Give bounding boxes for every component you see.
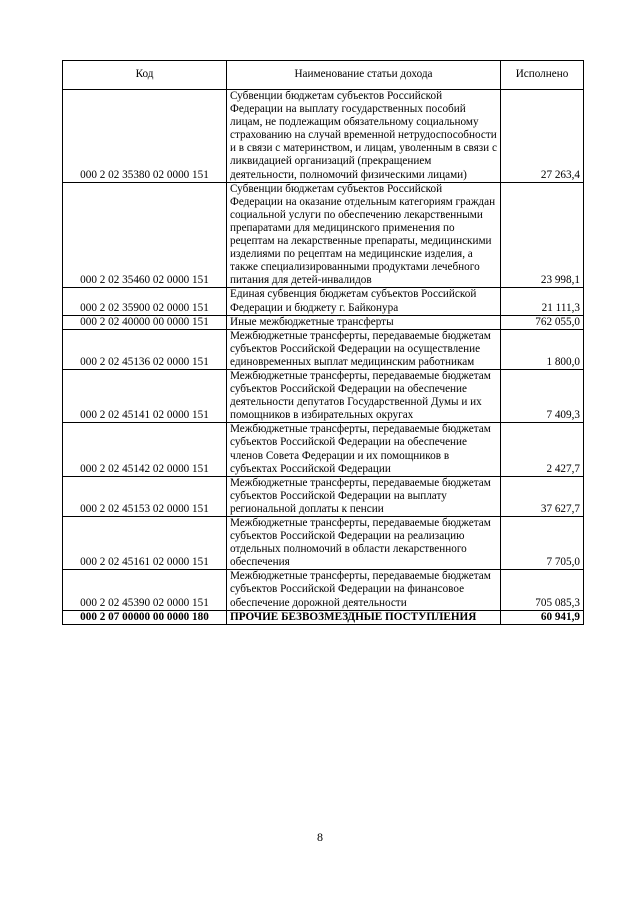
page-number: 8 xyxy=(317,830,323,844)
header-name: Наименование статьи дохода xyxy=(227,61,501,90)
row-code: 000 2 02 45141 02 0000 151 xyxy=(63,369,227,422)
table-header-row xyxy=(63,61,584,90)
row-amount: 1 800,0 xyxy=(501,329,584,369)
row-amount: 7 409,3 xyxy=(501,369,584,422)
row-code: 000 2 02 35900 02 0000 151 xyxy=(63,288,227,315)
row-name: Иные межбюджетные трансферты xyxy=(227,315,501,329)
row-code: 000 2 02 45161 02 0000 151 xyxy=(63,517,227,570)
row-name: Субвенции бюджетам субъектов Российской Федерации на оказание отдельным категориям граждан социальной услуги по обеспечению лекарственными препаратами для медицинского применения по рецептам на лекарственные препараты, медицинскими изделиями по рецептам на медицинские изделия, а также специализированными продуктами лечебного питания для детей-инвалидов xyxy=(227,182,501,288)
table-row xyxy=(63,517,584,570)
row-amount: 21 111,3 xyxy=(501,288,584,315)
row-name: ПРОЧИЕ БЕЗВОЗМЕЗДНЫЕ ПОСТУПЛЕНИЯ xyxy=(227,610,501,624)
row-code: 000 2 02 40000 00 0000 151 xyxy=(63,315,227,329)
row-code: 000 2 02 35460 02 0000 151 xyxy=(63,182,227,288)
row-amount: 37 627,7 xyxy=(501,476,584,516)
row-code: 000 2 02 45153 02 0000 151 xyxy=(63,476,227,516)
row-name: Единая субвенция бюджетам субъектов Российской Федерации и бюджету г. Байконура xyxy=(227,288,501,315)
revenue-table xyxy=(62,60,584,625)
row-amount: 7 705,0 xyxy=(501,517,584,570)
row-amount: 705 085,3 xyxy=(501,570,584,610)
row-amount: 2 427,7 xyxy=(501,423,584,476)
row-amount: 762 055,0 xyxy=(501,315,584,329)
header-done: Исполнено xyxy=(501,61,584,90)
row-amount: 27 263,4 xyxy=(501,90,584,183)
table-row xyxy=(63,315,584,329)
row-code: 000 2 02 45390 02 0000 151 xyxy=(63,570,227,610)
row-name: Межбюджетные трансферты, передаваемые бюджетам субъектов Российской Федерации на выплату региональной доплаты к пенсии xyxy=(227,476,501,516)
row-code: 000 2 02 45136 02 0000 151 xyxy=(63,329,227,369)
row-code: 000 2 02 45142 02 0000 151 xyxy=(63,423,227,476)
header-code: Код xyxy=(63,61,227,90)
table-row xyxy=(63,182,584,288)
row-name: Межбюджетные трансферты, передаваемые бюджетам субъектов Российской Федерации на обеспечение членов Совета Федерации и их помощников в субъектах Российской Федерации xyxy=(227,423,501,476)
table-row-total xyxy=(63,610,584,624)
table-row xyxy=(63,570,584,610)
row-amount: 60 941,9 xyxy=(501,610,584,624)
table-row xyxy=(63,476,584,516)
row-name: Межбюджетные трансферты, передаваемые бюджетам субъектов Российской Федерации на реализацию отдельных полномочий в области лекарственного обеспечения xyxy=(227,517,501,570)
table-row xyxy=(63,90,584,183)
row-name: Межбюджетные трансферты, передаваемые бюджетам субъектов Российской Федерации на осуществление единовременных выплат медицинским работникам xyxy=(227,329,501,369)
row-name: Межбюджетные трансферты, передаваемые бюджетам субъектов Российской Федерации на обеспечение деятельности депутатов Государственной Думы и их помощников в избирательных округах xyxy=(227,369,501,422)
row-name: Субвенции бюджетам субъектов Российской Федерации на выплату государственных пособий лицам, не подлежащим обязательному социальному страхованию на случай временной нетрудоспособности и в связи с материнством, и лицам, уволенным в связи с ликвидацией организаций (прекращением деятельности, полномочий физическими лицами) xyxy=(227,90,501,183)
row-amount: 23 998,1 xyxy=(501,182,584,288)
row-code: 000 2 07 00000 00 0000 180 xyxy=(63,610,227,624)
table-row xyxy=(63,329,584,369)
table-row xyxy=(63,369,584,422)
row-code: 000 2 02 35380 02 0000 151 xyxy=(63,90,227,183)
row-name: Межбюджетные трансферты, передаваемые бюджетам субъектов Российской Федерации на финансовое обеспечение дорожной деятельности xyxy=(227,570,501,610)
table-row xyxy=(63,423,584,476)
table-row xyxy=(63,288,584,315)
